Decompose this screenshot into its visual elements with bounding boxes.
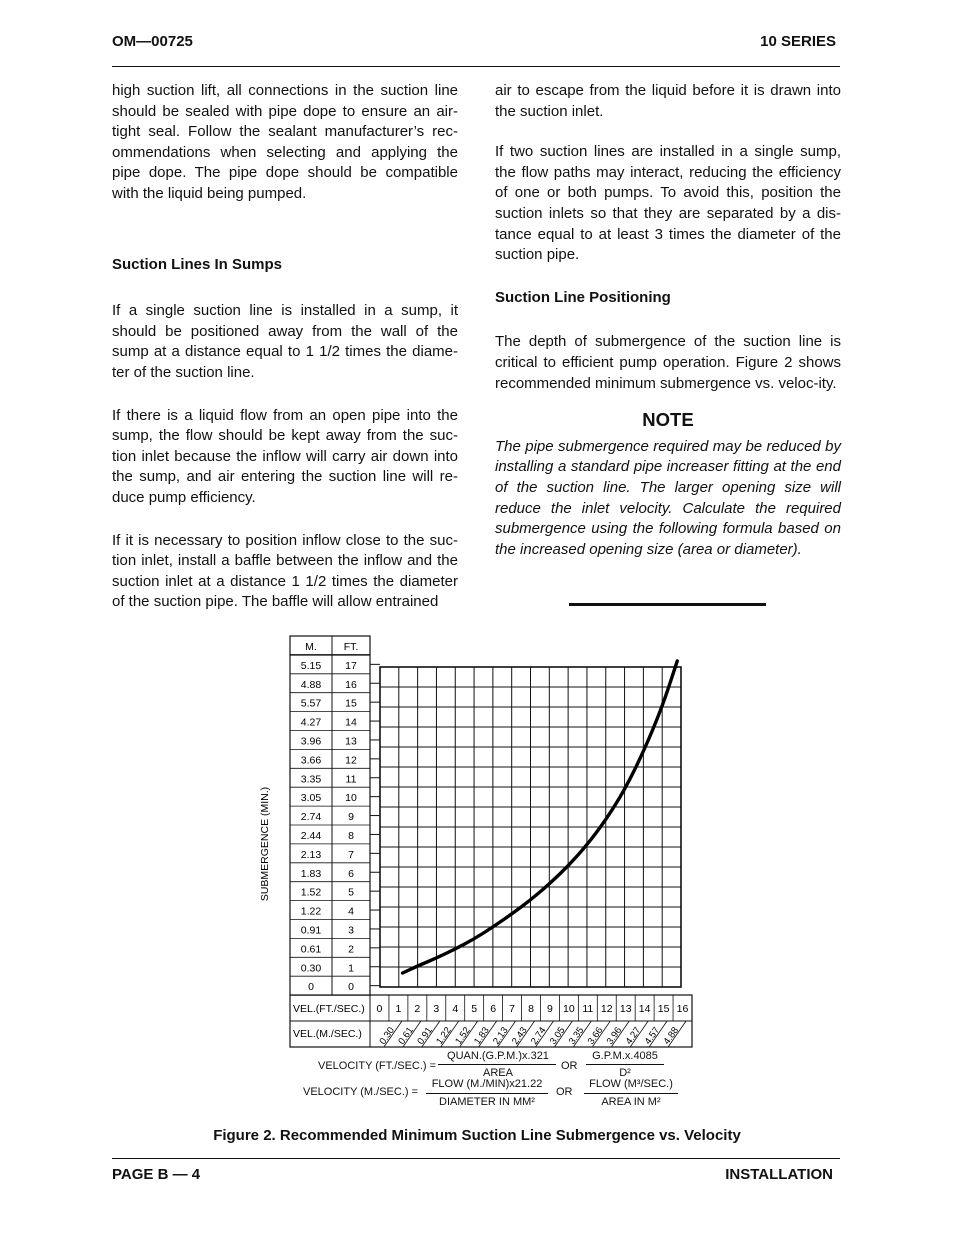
y-tick-label-m: 3.05 [300, 792, 322, 805]
formula-ft-or: OR [561, 1060, 578, 1072]
y-tick-label-m: 0 [308, 981, 314, 994]
note-title: NOTE [642, 409, 694, 431]
formula-m-fraction-bar-1 [426, 1093, 548, 1094]
formula-m-fraction-bar-2 [584, 1093, 678, 1094]
formula-ft-fraction-bar-1 [438, 1064, 556, 1065]
x-tick-label-m: 3.05 [547, 1025, 568, 1047]
x-tick-label-ft: 1 [395, 1003, 402, 1015]
x-tick-label-ft: 10 [563, 1003, 575, 1015]
y-tick-label-m: 2.74 [300, 811, 322, 824]
x-tick-label-m: 4.57 [642, 1025, 663, 1047]
y-tick-label-m: 2.44 [300, 830, 322, 842]
y-tick-label-ft: 1 [348, 962, 354, 975]
formula-ft-numerator-2: G.P.M.x.4085 [592, 1050, 658, 1062]
x-tick-label-m: 2.13 [491, 1025, 511, 1047]
formula-m-numerator-2: FLOW (M³/SEC.) [589, 1078, 673, 1090]
y-tick-label-ft: 9 [348, 811, 354, 824]
x-tick-label-m: 0.91 [415, 1025, 435, 1047]
formula-m-denominator-1: DIAMETER IN MM² [439, 1096, 535, 1108]
x-tick-label-ft: 13 [619, 1003, 632, 1015]
x-tick-label-m: 0.30 [377, 1025, 398, 1047]
x-tick-label-ft: 4 [452, 1003, 459, 1015]
left-paragraph-2: If a single suction line is installed in a sump, it should be positioned away from the wall of the sump at a distance equal to 1 1/2 times the diame-ter of the suction line. [112, 302, 458, 381]
x-tick-label-m: 4.88 [661, 1025, 682, 1047]
formula-m-or: OR [556, 1086, 573, 1098]
heading-suction-line-positioning: Suction Line Positioning [495, 288, 671, 306]
left-paragraph-3: If there is a liquid flow from an open pipe into the sump, the flow should be kept away from the suc-tion inlet because the inflow will carry air down into the sump, and air entering the suction line will re-duce pump efficiency. [112, 406, 458, 506]
chart-marks [403, 661, 678, 973]
x-tick-label-ft: 14 [638, 1003, 651, 1015]
x-tick-label-m: 1.22 [434, 1025, 454, 1047]
y-tick-label-ft: 11 [345, 773, 357, 786]
y-tick-label-ft: 2 [348, 943, 354, 956]
y-tick-label-ft: 13 [345, 735, 357, 748]
section-name: INSTALLATION [725, 1166, 833, 1183]
x-tick-label-ft: 8 [528, 1003, 534, 1015]
formula-ft-fraction-bar-2 [586, 1064, 664, 1065]
y-tick-label-ft: 16 [345, 678, 357, 691]
y-tick-label-ft: 10 [345, 792, 357, 805]
formula-m-denominator-2: AREA IN M² [601, 1096, 661, 1108]
y-tick-label-m: 0.30 [300, 962, 322, 975]
x-tick-label-ft: 0 [376, 1003, 383, 1015]
figure-caption: Figure 2. Recommended Minimum Suction Line Submergence vs. Velocity [213, 1127, 741, 1144]
x-tick-label-m: 4.27 [623, 1025, 644, 1047]
formula-m-numerator-1: FLOW (M./MIN)x21.22 [431, 1078, 543, 1090]
x-tick-label-m: 2.43 [509, 1025, 530, 1047]
note-text: The pipe submergence required may be reduced by installing a standard pipe increaser fitting at the end of the suction line. The larger opening size will reduce the inlet velocity. Calculate the required submergence using the following formula based on the increased opening size (area or diameter). [495, 437, 841, 558]
y-tick-label-ft: 8 [348, 830, 354, 842]
x-tick-label-ft: 2 [414, 1003, 421, 1015]
formula-ft-denominator-2: D² [619, 1067, 631, 1079]
y-tick-label-m: 4.27 [300, 716, 322, 729]
x-tick-label-m: 3.35 [566, 1025, 587, 1047]
y-tick-label-ft: 5 [348, 886, 354, 899]
submergence-curve [403, 661, 678, 973]
x-tick-label-m: 1.52 [453, 1025, 473, 1047]
y-tick-label-ft: 4 [348, 905, 354, 918]
x-tick-label-m: 2.74 [528, 1025, 549, 1047]
y-axis-label: SUBMERGENCE (MIN.) [259, 786, 271, 902]
left-paragraph-1: high suction lift, all connections in the suction line should be sealed with pipe dope to ensure an air-tight seal. Follow the sealant manufacturer’s rec-ommendations when selecting and applying the pipe dope. The pipe dope should be compatible with the liquid being pumped. [112, 82, 458, 202]
y-tick-label-ft: 12 [345, 754, 357, 767]
y-tick-label-m: 3.66 [300, 754, 322, 767]
y-tick-label-m: 2.13 [300, 848, 322, 861]
page-number: PAGE B — 4 [112, 1166, 201, 1183]
formula-ft-label: VELOCITY (FT./SEC.) = [318, 1060, 437, 1072]
y-tick-label-m: 3.35 [300, 773, 322, 786]
y-tick-label-ft: 17 [345, 659, 357, 672]
y-tick-label-ft: 6 [348, 867, 354, 880]
y-tick-label-ft: 3 [348, 924, 354, 937]
formula-m-label: VELOCITY (M./SEC.) = [303, 1086, 419, 1098]
y-tick-label-m: 4.88 [300, 678, 322, 691]
right-paragraph-2: If two suction lines are installed in a single sump, the flow paths may interact, reducing the efficiency of one or both pumps. To avoid this, position the suction inlets so that they are separated by a dis-tance equal to at least 3 times the diameter of the suction pipe. [495, 143, 841, 264]
heading-suction-lines-in-sumps: Suction Lines In Sumps [112, 255, 283, 273]
x-axis-label-ft: VEL.(FT./SEC.) [293, 1003, 365, 1015]
y-tick-label-m: 5.15 [300, 659, 322, 672]
footer-rule [112, 1158, 840, 1159]
y-tick-label-m: 3.96 [300, 735, 322, 748]
x-tick-label-m: 3.66 [585, 1025, 606, 1047]
x-tick-label-ft: 3 [433, 1003, 440, 1015]
y-axis-header-ft: FT. [343, 641, 359, 653]
y-tick-label-m: 0.61 [300, 943, 322, 956]
x-tick-label-ft: 15 [657, 1003, 670, 1015]
y-axis-header-m: M. [305, 641, 317, 653]
document-number: OM—00725 [112, 33, 193, 50]
y-tick-label-m: 1.83 [300, 867, 322, 880]
y-tick-label-ft: 14 [345, 716, 357, 729]
x-tick-label-m: 0.61 [396, 1025, 416, 1047]
y-tick-label-m: 1.22 [300, 905, 322, 918]
left-paragraph-4: If it is necessary to position inflow close to the suc-tion inlet, install a baffle between the inflow and the suction inlet at a distance 1 1/2 times the diameter of the suction pipe. The baffle will allow entrained [112, 531, 458, 611]
y-tick-label-ft: 7 [348, 848, 354, 861]
x-axis-label-m: VEL.(M./SEC.) [293, 1028, 362, 1040]
x-tick-label-ft: 12 [600, 1003, 613, 1015]
formula-ft-denominator-1: AREA [483, 1067, 513, 1079]
x-tick-label-ft: 6 [490, 1003, 497, 1015]
formula-ft-numerator-1: QUAN.(G.P.M.)x.321 [447, 1050, 549, 1062]
x-tick-label-ft: 11 [582, 1003, 594, 1015]
x-tick-label-m: 1.83 [472, 1025, 492, 1047]
right-paragraph-1: air to escape from the liquid before it is drawn into the suction inlet. [495, 82, 841, 120]
chart-frame [290, 636, 692, 1047]
y-tick-label-m: 0.91 [300, 924, 322, 937]
x-tick-label-ft: 5 [471, 1003, 478, 1015]
x-tick-label-ft: 16 [676, 1003, 689, 1015]
x-tick-label-ft: 9 [547, 1003, 553, 1015]
x-tick-label-m: 3.96 [604, 1025, 625, 1047]
x-tick-label-ft: 7 [509, 1003, 515, 1015]
y-tick-label-ft: 15 [345, 697, 357, 710]
series-title: 10 SERIES [760, 33, 836, 50]
y-tick-label-m: 5.57 [300, 697, 322, 710]
y-tick-label-ft: 0 [348, 981, 354, 994]
right-paragraph-3: The depth of submergence of the suction line is critical to efficient pump operation. Figure 2 shows recommended minimum submergence vs. veloc-ity. [495, 333, 841, 392]
y-tick-label-m: 1.52 [300, 886, 322, 899]
